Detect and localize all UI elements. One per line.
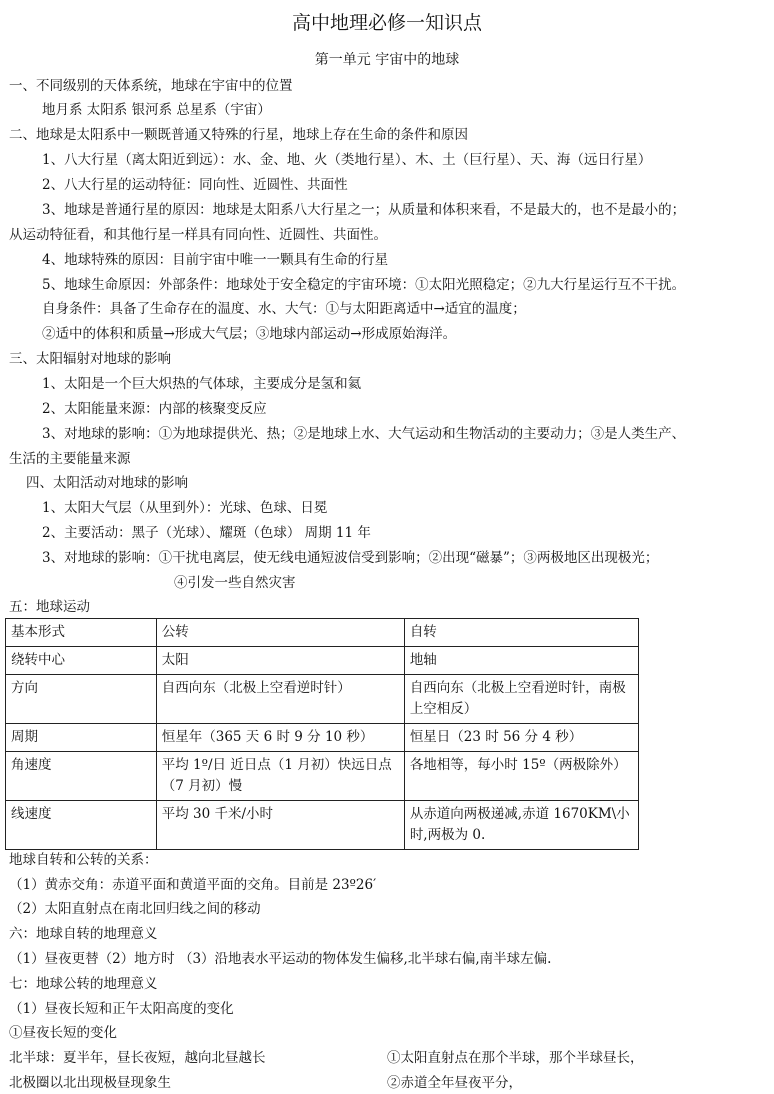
text-line: 5、地球生命原因：外部条件：地球处于安全稳定的宇宙环境：①太阳光照稳定；②九大行星运行互不干扰。 [42, 277, 686, 293]
text-line: 1、太阳大气层（从里到外）：光球、色球、日冕 [42, 500, 328, 516]
text-line: 3、地球是普通行星的原因：地球是太阳系八大行星之一；从质量和体积来看，不是最大的，也不是最小的； [42, 202, 686, 218]
section-4-heading: 四、太阳活动对地球的影响 [26, 475, 188, 491]
text-line: ②适中的体积和质量→形成大气层；③地球内部运动→形成原始海洋。 [42, 326, 457, 342]
table-cell: 各地相等，每小时 15º（两极除外） [404, 752, 638, 801]
document-title: 高中地理必修一知识点 [291, 12, 482, 34]
section-7-heading: 七：地球公转的地理意义 [9, 976, 158, 992]
section-5-heading: 五：地球运动 [9, 599, 90, 615]
text-line: ①太阳直射点在那个半球，那个半球昼长， [387, 1050, 644, 1066]
section-2-heading: 二、地球是太阳系中一颗既普通又特殊的行星，地球上存在生命的条件和原因 [9, 127, 468, 143]
table-cell: 线速度 [6, 801, 157, 850]
text-line: （1）昼夜更替（2）地方时 （3）沿地表水平运动的物体发生偏移,北半球右偏,南半球左偏. [9, 951, 552, 967]
text-line: 地月系 太阳系 银河系 总星系（宇宙） [42, 102, 271, 118]
table-cell: 平均 30 千米/小时 [156, 801, 404, 850]
table-cell: 公转 [156, 619, 404, 647]
text-line: ④引发一些自然灾害 [174, 575, 296, 591]
text-line: 北半球：夏半年，昼长夜短，越向北昼越长 [9, 1050, 266, 1066]
table-cell: 恒星日（23 时 56 分 4 秒） [404, 724, 638, 752]
section-3-heading: 三、太阳辐射对地球的影响 [9, 351, 171, 367]
text-line: 3、对地球的影响：①为地球提供光、热；②是地球上水、大气运动和生物活动的主要动力；③是人类生产、 [42, 426, 686, 442]
text-line: ①昼夜长短的变化 [9, 1025, 117, 1041]
table-cell: 角速度 [6, 752, 157, 801]
text-line: 北极圈以北出现极昼现象生 [9, 1075, 171, 1091]
table-cell: 自西向东（北极上空看逆时针，南极上空相反） [404, 675, 638, 724]
table-row [6, 675, 639, 724]
text-line: 自身条件：具备了生命存在的温度、水、大气：①与太阳距离适中→适宜的温度； [42, 301, 526, 317]
unit-heading: 第一单元 宇宙中的地球 [314, 52, 460, 68]
text-line: （1）昼夜长短和正午太阳高度的变化 [9, 1001, 234, 1017]
table-cell: 地轴 [404, 647, 638, 675]
section-1-heading: 一、不同级别的天体系统，地球在宇宙中的位置 [9, 78, 293, 94]
text-line: 地球自转和公转的关系： [9, 852, 158, 868]
table-row [6, 619, 639, 647]
text-line: 从运动特征看，和其他行星一样具有同向性、近圆性、共面性。 [9, 227, 387, 243]
text-line: （1）黄赤交角：赤道平面和黄道平面的交角。目前是 23º26′ [9, 877, 377, 893]
text-line: （2）太阳直射点在南北回归线之间的移动 [9, 901, 261, 917]
text-line: 2、主要活动：黑子（光球）、耀斑（色球） 周期 11 年 [42, 525, 371, 541]
table-cell: 绕转中心 [6, 647, 157, 675]
text-line: 1、八大行星（离太阳近到远）：水、金、地、火（类地行星）、木、土（巨行星）、天、海（远日行星） [42, 152, 652, 168]
text-line: 3、对地球的影响：①干扰电离层，使无线电通短波信受到影响；②出现“磁暴”；③两极地区出现极光； [42, 550, 659, 566]
table-cell: 自西向东（北极上空看逆时针） [156, 675, 404, 724]
table-row [6, 801, 639, 850]
text-line: 4、地球特殊的原因：目前宇宙中唯一一颗具有生命的行星 [42, 252, 389, 268]
text-line: 生活的主要能量来源 [9, 451, 131, 467]
table-cell: 平均 1º/日 近日点（1 月初）快远日点（7 月初）慢 [156, 752, 404, 801]
table-cell: 周期 [6, 724, 157, 752]
table-row [6, 647, 639, 675]
text-line: 2、太阳能量来源：内部的核聚变反应 [42, 401, 267, 417]
table-cell: 太阳 [156, 647, 404, 675]
table-cell: 从赤道向两极递减,赤道 1670KM\小时,两极为 0. [404, 801, 638, 850]
table-row [6, 752, 639, 801]
text-line: 2、八大行星的运动特征：同向性、近圆性、共面性 [42, 177, 348, 193]
text-line: 1、太阳是一个巨大炽热的气体球，主要成分是氢和氦 [42, 376, 362, 392]
table-cell: 自转 [404, 619, 638, 647]
section-6-heading: 六：地球自转的地理意义 [9, 926, 158, 942]
table-cell: 基本形式 [6, 619, 157, 647]
table-cell: 方向 [6, 675, 157, 724]
table-row [6, 724, 639, 752]
table-cell: 恒星年（365 天 6 时 9 分 10 秒） [156, 724, 404, 752]
text-line: ②赤道全年昼夜平分， [387, 1075, 522, 1091]
earth-motion-table [5, 618, 639, 850]
